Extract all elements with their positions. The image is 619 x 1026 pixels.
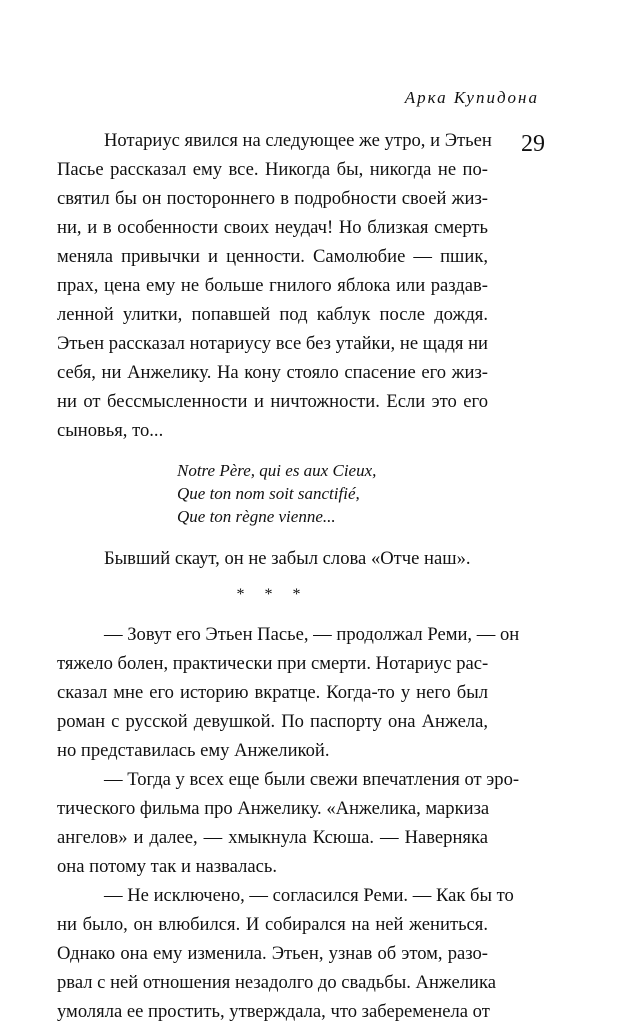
- paragraph-4: [57, 765, 520, 881]
- verse-line: Notre Père, qui es aux Cieux,: [177, 461, 377, 480]
- text-line: умоляла ее простить, утверждала, что забеременела от: [57, 1001, 490, 1022]
- text-line: тического фильма про Анжелику. «Анжелика, маркиза: [57, 798, 490, 819]
- text-line: ни, и в особенности своих неудач! Но близкая смерть: [57, 217, 488, 238]
- text-line: рвал с ней отношения незадолго до свадьбы. Анжелика: [57, 972, 497, 993]
- text-line: ленной улитки, попавшей под каблук после дождя.: [57, 304, 488, 325]
- text-line: ангелов» и далее, — хмыкнула Ксюша. — Наверняка: [57, 827, 488, 848]
- text-line: — Не исключено, — согласился Реми. — Как бы то: [104, 885, 514, 906]
- text-line: Этьен рассказал нотариусу все без утайки, не щадя ни: [57, 333, 488, 354]
- text-line: сказал мне его историю вкратце. Когда-то у него был: [57, 682, 488, 703]
- verse-line: Que ton nom soit sanctifié,: [177, 484, 360, 503]
- text-line: святил бы он постороннего в подробности своей жиз-: [57, 188, 488, 209]
- text-line: она потому так и назвалась.: [57, 856, 277, 877]
- text-line: ни было, он влюбился. И собирался на ней жениться.: [57, 914, 488, 935]
- verse-line: Que ton règne vienne...: [177, 507, 336, 526]
- text-line: тяжело болен, практически при смерти. Нотариус рас-: [57, 653, 489, 674]
- text-line: прах, цена ему не больше гнилого яблока или раздав-: [57, 275, 488, 296]
- text-line: Нотариус явился на следующее же утро, и Этьен: [104, 130, 492, 151]
- page-number: 29: [521, 131, 545, 157]
- paragraph-3: [57, 620, 520, 765]
- text-line: себя, ни Анжелику. На кону стояло спасение его жиз-: [57, 362, 488, 383]
- text-line: Бывший скаут, он не забыл слова «Отче наш».: [104, 548, 471, 569]
- text-line: сыновья, то...: [57, 420, 164, 441]
- text-line: роман с русской девушкой. По паспорту она Анжела,: [57, 711, 488, 732]
- text-line: — Зовут его Этьен Пасье, — продолжал Реми, — он: [104, 624, 520, 645]
- section-separator: * * *: [236, 586, 309, 603]
- verse: [104, 459, 488, 528]
- text-line: ни от бессмысленности и ничтожности. Если это его: [57, 391, 488, 412]
- paragraph-1: [57, 126, 492, 445]
- text-line: меняла привычки и ценности. Самолюбие — пшик,: [57, 246, 488, 267]
- paragraph-5: [57, 881, 514, 1026]
- text-line: Однако она ему изменила. Этьен, узнав об этом, разо-: [57, 943, 488, 964]
- text-line: — Тогда у всех еще были свежи впечатления от эро-: [104, 769, 520, 790]
- paragraph-2: [104, 544, 488, 573]
- text-line: Пасье рассказал ему все. Никогда бы, никогда не по-: [57, 159, 488, 180]
- running-title: Арка Купидона: [404, 88, 539, 107]
- text-line: но представилась ему Анжеликой.: [57, 740, 330, 761]
- body-text: [57, 126, 520, 1026]
